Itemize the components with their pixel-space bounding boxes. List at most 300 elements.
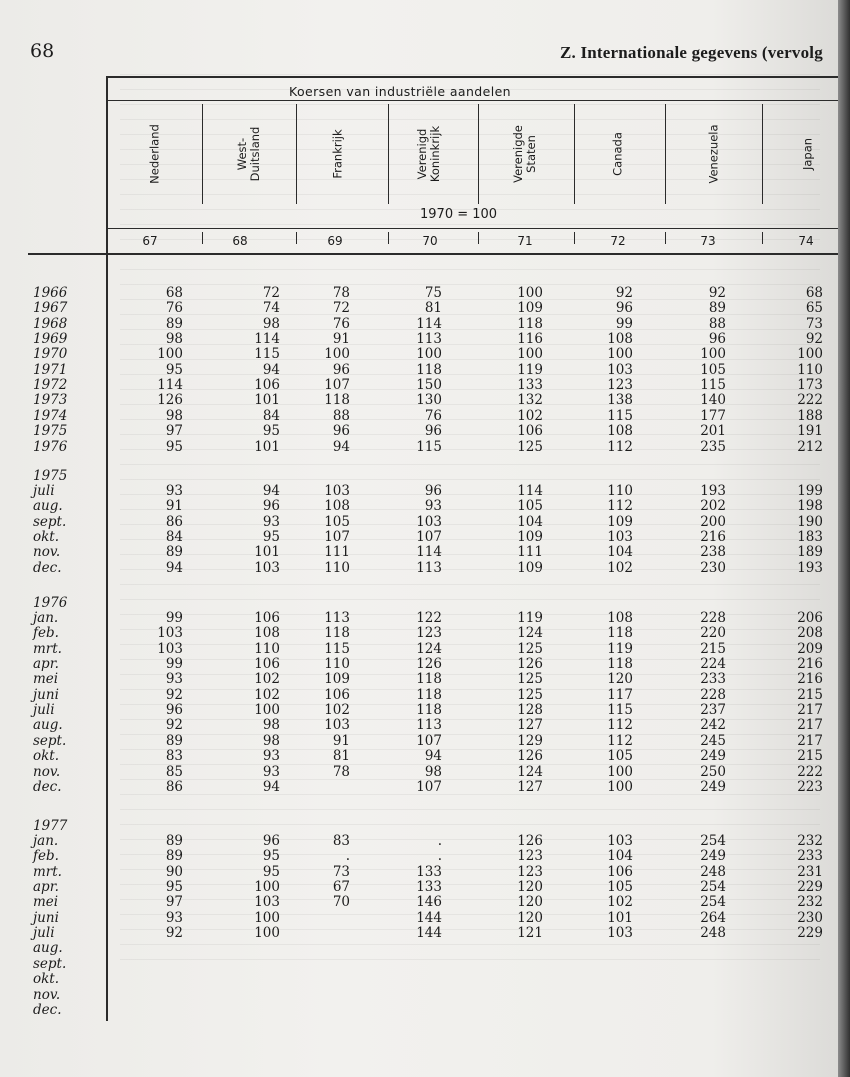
table-cell: 248: [700, 925, 726, 942]
row-label: dec.: [33, 778, 62, 795]
table-cell: 217: [797, 702, 823, 719]
table-cell: 109: [517, 559, 543, 576]
row-label: juli: [33, 925, 55, 942]
table-cell: 98: [262, 717, 280, 734]
table-cell: 70: [332, 894, 350, 911]
row-label: aug.: [33, 498, 63, 515]
table-cell: 83: [165, 748, 183, 765]
table-cell: 99: [615, 315, 633, 332]
table-cell: 114: [254, 331, 280, 348]
table-cell: 128: [517, 702, 543, 719]
table-cell: 86: [165, 513, 183, 530]
table-cell: 110: [254, 640, 280, 657]
table-cell: 105: [607, 748, 633, 765]
table-cell: 224: [700, 656, 726, 673]
row-label: 1972: [33, 377, 68, 394]
table-cell: 120: [517, 894, 543, 911]
table-cell: 95: [165, 879, 183, 896]
table-cell: 100: [254, 925, 280, 942]
table-cell: 144: [416, 925, 442, 942]
table-cell: 215: [797, 686, 823, 703]
table-cell: 177: [700, 407, 726, 424]
table-cell: 67: [332, 879, 350, 896]
table-cell: 89: [165, 544, 183, 561]
table-cell: 248: [700, 863, 726, 880]
column-header: [409, 100, 449, 208]
column-number: 72: [610, 234, 626, 248]
table-cell: 144: [416, 909, 442, 926]
column-header: [318, 100, 358, 208]
table-cell: 116: [517, 331, 543, 348]
table-cell: 73: [332, 863, 350, 880]
table-cell: 102: [607, 894, 633, 911]
table-cell: 106: [607, 863, 633, 880]
table-cell: 100: [517, 285, 543, 301]
table-cell: 74: [262, 300, 280, 317]
row-label: 1967: [33, 300, 68, 317]
table-cell: 215: [700, 640, 726, 657]
table-top-rule: [108, 76, 838, 78]
table-cell: 232: [797, 894, 823, 911]
table-cell: 101: [254, 392, 280, 409]
colnum-separator: [665, 232, 666, 244]
table-cell: 114: [416, 315, 442, 332]
column-separator: [296, 104, 297, 204]
table-cell: 190: [797, 513, 823, 530]
table-cell: 114: [157, 377, 183, 394]
table-cell: 96: [424, 423, 442, 440]
block-heading: 1977: [33, 817, 68, 834]
table-cell: 94: [424, 748, 442, 765]
row-label: 1969: [33, 331, 68, 348]
table-cell: 123: [416, 625, 442, 642]
base-year-label: 1970 = 100: [420, 207, 498, 222]
table-cell: 115: [324, 640, 350, 657]
colnum-separator: [574, 232, 575, 244]
table-cell: 235: [700, 438, 726, 455]
table-cell: 104: [607, 848, 633, 865]
table-cell: 108: [254, 625, 280, 642]
column-header: [598, 100, 638, 208]
row-label: aug.: [33, 717, 63, 734]
table-cell: 94: [262, 483, 280, 499]
table-cell: 127: [517, 778, 543, 795]
table-cell: 100: [607, 778, 633, 795]
colnum-rule: [108, 228, 838, 229]
row-label: juli: [33, 702, 55, 719]
running-title: Z. Internationale gegevens (vervolg: [560, 43, 823, 62]
table-cell: 110: [324, 559, 350, 576]
table-cell: 92: [165, 686, 183, 703]
table-cell: 106: [324, 686, 350, 703]
row-label: sept.: [33, 955, 67, 972]
column-number: 71: [517, 234, 533, 248]
table-cell: 109: [324, 671, 350, 688]
column-separator: [478, 104, 479, 204]
table-cell: 199: [797, 483, 823, 499]
table-cell: 92: [615, 285, 633, 301]
table-cell: 89: [165, 732, 183, 749]
table-cell: 75: [424, 285, 442, 301]
table-cell: 93: [165, 909, 183, 926]
row-label: 1966: [33, 285, 68, 301]
table-cell: 109: [607, 513, 633, 530]
table-cell: 229: [797, 879, 823, 896]
table-cell: 100: [254, 909, 280, 926]
column-number: 74: [798, 234, 814, 248]
table-cell: 95: [262, 863, 280, 880]
table-cell: 115: [607, 407, 633, 424]
table-cell: 103: [607, 529, 633, 546]
table-cell: 103: [324, 717, 350, 734]
table-cell: 89: [165, 848, 183, 865]
row-label: 1974: [33, 407, 68, 424]
table-cell: 228: [700, 610, 726, 626]
table-cell: 206: [797, 610, 823, 626]
table-cell: 118: [416, 702, 442, 719]
table-cell: 112: [607, 732, 633, 749]
row-label: mei: [33, 894, 59, 911]
column-number: 68: [232, 234, 248, 248]
table-cell: 111: [324, 544, 350, 561]
table-cell: 191: [797, 423, 823, 440]
table-cell: 238: [700, 544, 726, 561]
table-cell: 95: [262, 848, 280, 865]
table-cell: 97: [165, 423, 183, 440]
table-cell: 123: [517, 863, 543, 880]
table-cell: 92: [805, 331, 823, 348]
row-label: dec.: [33, 559, 62, 576]
column-separator: [574, 104, 575, 204]
table-cell: 122: [416, 610, 442, 626]
column-header-label: Frankrijk: [330, 129, 345, 179]
table-cell: 108: [607, 423, 633, 440]
column-header-label: Japan: [800, 137, 815, 171]
table-cell: 103: [157, 640, 183, 657]
row-label: aug.: [33, 940, 63, 957]
row-label: 1971: [33, 361, 68, 378]
table-cell: 215: [797, 748, 823, 765]
column-separator: [665, 104, 666, 204]
table-cell: 119: [517, 361, 543, 378]
table-cell: 107: [416, 778, 442, 795]
table-cell: 96: [708, 331, 726, 348]
column-number: 69: [327, 234, 343, 248]
table-cell: 89: [165, 833, 183, 849]
table-cell: 232: [797, 833, 823, 849]
column-header-label: Verenigd Koninkrijk: [415, 125, 442, 183]
table-cell: 193: [797, 559, 823, 576]
column-header-label: Venezuela: [706, 124, 721, 184]
row-label: feb.: [33, 625, 59, 642]
table-cell: 118: [416, 361, 442, 378]
table-cell: 107: [324, 529, 350, 546]
table-cell: 76: [165, 300, 183, 317]
table-cell: 127: [517, 717, 543, 734]
table-cell: 233: [797, 848, 823, 865]
table-cell: 94: [262, 778, 280, 795]
table-cell: 65: [805, 300, 823, 317]
table-cell: 118: [607, 656, 633, 673]
table-cell: 106: [517, 423, 543, 440]
table-cell: 105: [607, 879, 633, 896]
table-cell: 86: [165, 778, 183, 795]
table-cell: 107: [324, 377, 350, 394]
table-cell: 91: [332, 732, 350, 749]
table-cell: 93: [262, 763, 280, 780]
table-cell: 146: [416, 894, 442, 911]
table-cell: 102: [254, 671, 280, 688]
row-label: dec.: [33, 1001, 62, 1018]
table-cell: 103: [254, 559, 280, 576]
table-cell: .: [437, 833, 442, 849]
table-cell: 124: [517, 625, 543, 642]
table-cell: 73: [805, 315, 823, 332]
table-cell: 189: [797, 544, 823, 561]
table-cell: 249: [700, 748, 726, 765]
table-cell: 119: [517, 610, 543, 626]
table-cell: 121: [517, 925, 543, 942]
table-cell: 216: [797, 671, 823, 688]
row-label: juni: [33, 909, 59, 926]
table-cell: 242: [700, 717, 726, 734]
table-cell: 113: [416, 717, 442, 734]
column-header-label: Verenigde Staten: [511, 125, 538, 183]
row-label: jan.: [33, 610, 59, 626]
block-heading: 1976: [33, 594, 68, 611]
table-cell: 109: [517, 300, 543, 317]
table-cell: 254: [700, 833, 726, 849]
table-cell: 92: [165, 925, 183, 942]
table-cell: 105: [517, 498, 543, 515]
column-number: 73: [700, 234, 716, 248]
table-cell: 85: [165, 763, 183, 780]
table-cell: 105: [700, 361, 726, 378]
column-header: [505, 100, 545, 208]
table-cell: 100: [254, 702, 280, 719]
colnum-separator: [202, 232, 203, 244]
table-cell: 103: [157, 625, 183, 642]
table-cell: 133: [416, 863, 442, 880]
column-header: [229, 100, 269, 208]
table-cell: 208: [797, 625, 823, 642]
table-cell: 217: [797, 717, 823, 734]
table-cell: 222: [797, 392, 823, 409]
table-cell: 101: [254, 438, 280, 455]
table-cell: 95: [262, 529, 280, 546]
table-cell: 115: [607, 702, 633, 719]
table-cell: 120: [517, 879, 543, 896]
table-cell: 102: [607, 559, 633, 576]
table-cell: 103: [254, 894, 280, 911]
table-cell: 133: [416, 879, 442, 896]
table-cell: 94: [165, 559, 183, 576]
column-separator: [388, 104, 389, 204]
table-cell: 83: [332, 833, 350, 849]
column-separator: [762, 104, 763, 204]
table-cell: 93: [262, 748, 280, 765]
table-cell: 126: [416, 656, 442, 673]
table-cell: 254: [700, 879, 726, 896]
table-cell: 81: [424, 300, 442, 317]
row-label: apr.: [33, 879, 59, 896]
table-cell: 107: [416, 529, 442, 546]
table-cell: 124: [416, 640, 442, 657]
table-cell: 229: [797, 925, 823, 942]
table-cell: 117: [607, 686, 633, 703]
table-cell: 91: [332, 331, 350, 348]
row-label: mei: [33, 671, 59, 688]
table-cell: 264: [700, 909, 726, 926]
table-cell: 118: [416, 686, 442, 703]
page-number: 68: [30, 40, 55, 62]
table-cell: 220: [700, 625, 726, 642]
column-header-label: Canada: [610, 132, 625, 176]
table-cell: 92: [165, 717, 183, 734]
table-cell: 108: [607, 610, 633, 626]
table-cell: 200: [700, 513, 726, 530]
table-cell: 94: [332, 438, 350, 455]
table-cell: 89: [708, 300, 726, 317]
table-cell: 202: [700, 498, 726, 515]
table-cell: 223: [797, 778, 823, 795]
table-cell: 100: [416, 346, 442, 363]
row-label: feb.: [33, 848, 59, 865]
table-cell: 133: [517, 377, 543, 394]
table-cell: 102: [324, 702, 350, 719]
table-cell: 95: [262, 423, 280, 440]
table-cell: 125: [517, 640, 543, 657]
table-cell: 108: [324, 498, 350, 515]
table-cell: 78: [332, 763, 350, 780]
table-cell: 245: [700, 732, 726, 749]
table-cell: 84: [262, 407, 280, 424]
row-label: sept.: [33, 513, 67, 530]
table-cell: 110: [797, 361, 823, 378]
table-cell: 120: [517, 909, 543, 926]
table-cell: 249: [700, 848, 726, 865]
table-cell: 112: [607, 438, 633, 455]
table-cell: 68: [165, 285, 183, 301]
row-label: mrt.: [33, 863, 62, 880]
colnum-separator: [762, 232, 763, 244]
row-label: mrt.: [33, 640, 62, 657]
group-title: Koersen van industriële aandelen: [289, 84, 511, 99]
table-cell: 125: [517, 438, 543, 455]
column-header: [694, 100, 734, 208]
table-cell: 222: [797, 763, 823, 780]
table-cell: 230: [700, 559, 726, 576]
table-cell: 112: [607, 717, 633, 734]
table-cell: 173: [797, 377, 823, 394]
table-cell: 216: [797, 656, 823, 673]
table-cell: 93: [165, 483, 183, 499]
table-cell: 217: [797, 732, 823, 749]
table-cell: 76: [332, 315, 350, 332]
table-cell: 106: [254, 610, 280, 626]
table-cell: 105: [324, 513, 350, 530]
table-cell: 118: [416, 671, 442, 688]
table-cell: 99: [165, 656, 183, 673]
table-cell: 99: [165, 610, 183, 626]
column-number: 67: [142, 234, 158, 248]
table-cell: 93: [165, 671, 183, 688]
row-label: nov.: [33, 763, 61, 780]
table-cell: 129: [517, 732, 543, 749]
table-cell: 237: [700, 702, 726, 719]
table-cell: 123: [517, 848, 543, 865]
table-cell: 110: [607, 483, 633, 499]
table-cell: 110: [324, 656, 350, 673]
table-cell: 113: [416, 331, 442, 348]
row-label: okt.: [33, 971, 60, 988]
table-cell: 113: [416, 559, 442, 576]
table-cell: 94: [262, 361, 280, 378]
row-label: okt.: [33, 748, 60, 765]
table-cell: 98: [262, 315, 280, 332]
row-label: nov.: [33, 986, 61, 1003]
table-cell: 96: [332, 423, 350, 440]
table-cell: 89: [165, 315, 183, 332]
table-cell: 193: [700, 483, 726, 499]
colnum-separator: [478, 232, 479, 244]
table-cell: 216: [700, 529, 726, 546]
table-cell: 120: [607, 671, 633, 688]
table-cell: 119: [607, 640, 633, 657]
table-cell: 130: [416, 392, 442, 409]
table-cell: 81: [332, 748, 350, 765]
table-cell: 126: [517, 833, 543, 849]
table-cell: 102: [254, 686, 280, 703]
table-cell: 98: [424, 763, 442, 780]
table-cell: 183: [797, 529, 823, 546]
column-header-label: Nederland: [147, 124, 162, 184]
table-cell: 140: [700, 392, 726, 409]
table-cell: 114: [416, 544, 442, 561]
row-label: 1973: [33, 392, 68, 409]
table-cell: 212: [797, 438, 823, 455]
table-cell: 97: [165, 894, 183, 911]
table-cell: 104: [517, 513, 543, 530]
table-cell: 103: [607, 361, 633, 378]
table-cell: 92: [708, 285, 726, 301]
table-cell: 100: [700, 346, 726, 363]
column-separator: [202, 104, 203, 204]
table-cell: 111: [517, 544, 543, 561]
table-cell: 114: [517, 483, 543, 499]
table-cell: 103: [607, 833, 633, 849]
table-cell: .: [437, 848, 442, 865]
row-label: apr.: [33, 656, 59, 673]
column-header: [788, 100, 828, 208]
table-cell: 106: [254, 377, 280, 394]
row-label: 1975: [33, 423, 68, 440]
table-cell: 96: [165, 702, 183, 719]
table-cell: 123: [607, 377, 633, 394]
table-cell: 118: [324, 625, 350, 642]
table-cell: 115: [416, 438, 442, 455]
table-cell: 118: [324, 392, 350, 409]
table-cell: 98: [165, 331, 183, 348]
table-cell: 95: [165, 361, 183, 378]
table-cell: 68: [805, 285, 823, 301]
table-cell: 91: [165, 498, 183, 515]
table-cell: 88: [332, 407, 350, 424]
block-heading: 1975: [33, 467, 68, 484]
table-cell: 150: [416, 377, 442, 394]
table-cell: 96: [424, 483, 442, 499]
table-cell: 96: [262, 498, 280, 515]
